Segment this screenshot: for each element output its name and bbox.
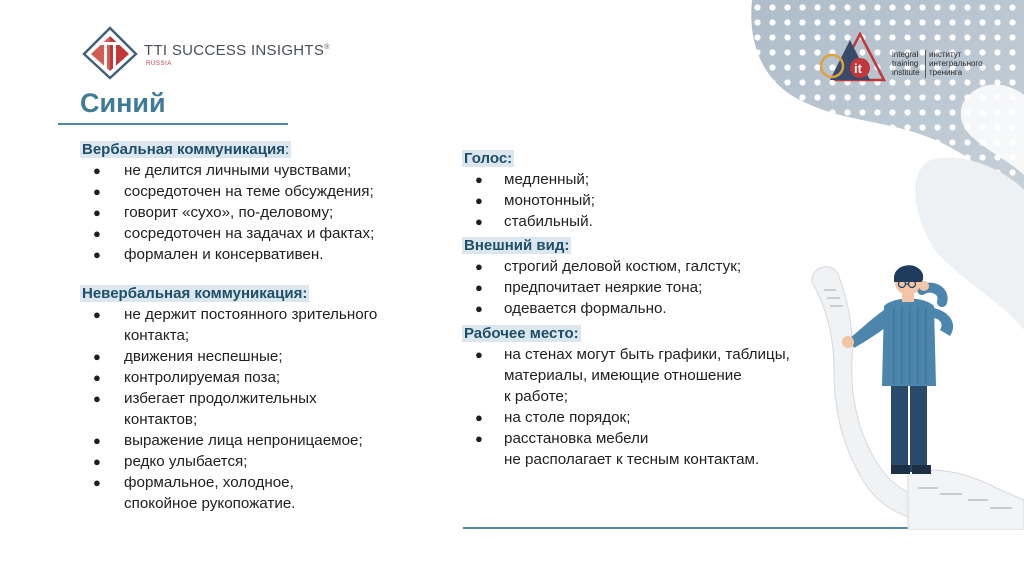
verbal-heading: Вербальная коммуникация: <box>82 141 290 158</box>
title-underline <box>58 123 288 125</box>
nonverbal-section <box>80 285 377 514</box>
voice-section <box>462 150 595 232</box>
list-item: ● избегает продолжительных контактов; <box>93 390 317 428</box>
page-title: Синий <box>80 88 166 118</box>
list-item: ● не делится личными чувствами; <box>93 162 352 179</box>
list-item: ● формальное, холодное, спокойное рукопожатие. <box>93 474 296 512</box>
svg-text:it: it <box>854 61 862 76</box>
appearance-heading: Внешний вид: <box>464 237 570 254</box>
man-reading-scroll-illustration <box>790 260 1024 530</box>
list-item: ● контролируемая поза; <box>93 369 281 386</box>
iti-divider <box>925 50 926 78</box>
iti-logo-icon <box>820 32 886 82</box>
voice-heading: Голос: <box>464 150 513 167</box>
tti-logo-icon <box>82 26 138 80</box>
list-item: ● предпочитает неяркие тона; <box>475 279 703 296</box>
list-item: ● строгий деловой костюм, галстук; <box>475 258 742 275</box>
list-item: ● сосредоточен на задачах и фактах; <box>93 225 375 242</box>
nonverbal-heading: Невербальная коммуникация: <box>82 285 308 302</box>
list-item: ● говорит «сухо», по-деловому; <box>93 204 334 221</box>
list-item: ● на стенах могут быть графики, таблицы, материалы, имеющие отношение к работе; <box>475 346 790 405</box>
list-item: ● монотонный; <box>475 192 596 209</box>
workplace-heading: Рабочее место: <box>464 325 579 342</box>
list-item: ● редко улыбается; <box>93 453 248 470</box>
appearance-section <box>462 237 741 319</box>
iti-name-ru: институт интегрального тренинга <box>929 50 983 77</box>
list-item: ● медленный; <box>475 171 590 188</box>
tti-brand-name: TTI SUCCESS INSIGHTS® <box>144 42 330 59</box>
list-item: ● не держит постоянного зрительного контакта; <box>93 306 378 344</box>
iti-name-en: integral training institute <box>892 50 920 77</box>
tti-country-label: RUSSIA <box>146 61 172 67</box>
list-item: ● движения неспешные; <box>93 348 283 365</box>
verbal-section <box>80 141 374 265</box>
list-item: ● выражение лица непроницаемое; <box>93 432 363 449</box>
list-item: ● сосредоточен на теме обсуждения; <box>93 183 374 200</box>
list-item: ● расстановка мебели не располагает к тесным контактам. <box>475 430 760 468</box>
list-item: ● одевается формально. <box>475 300 667 317</box>
workplace-section <box>462 325 790 470</box>
list-item: ● на столе порядок; <box>475 409 631 426</box>
list-item: ● стабильный. <box>475 213 593 230</box>
list-item: ● формален и консервативен. <box>93 246 324 263</box>
